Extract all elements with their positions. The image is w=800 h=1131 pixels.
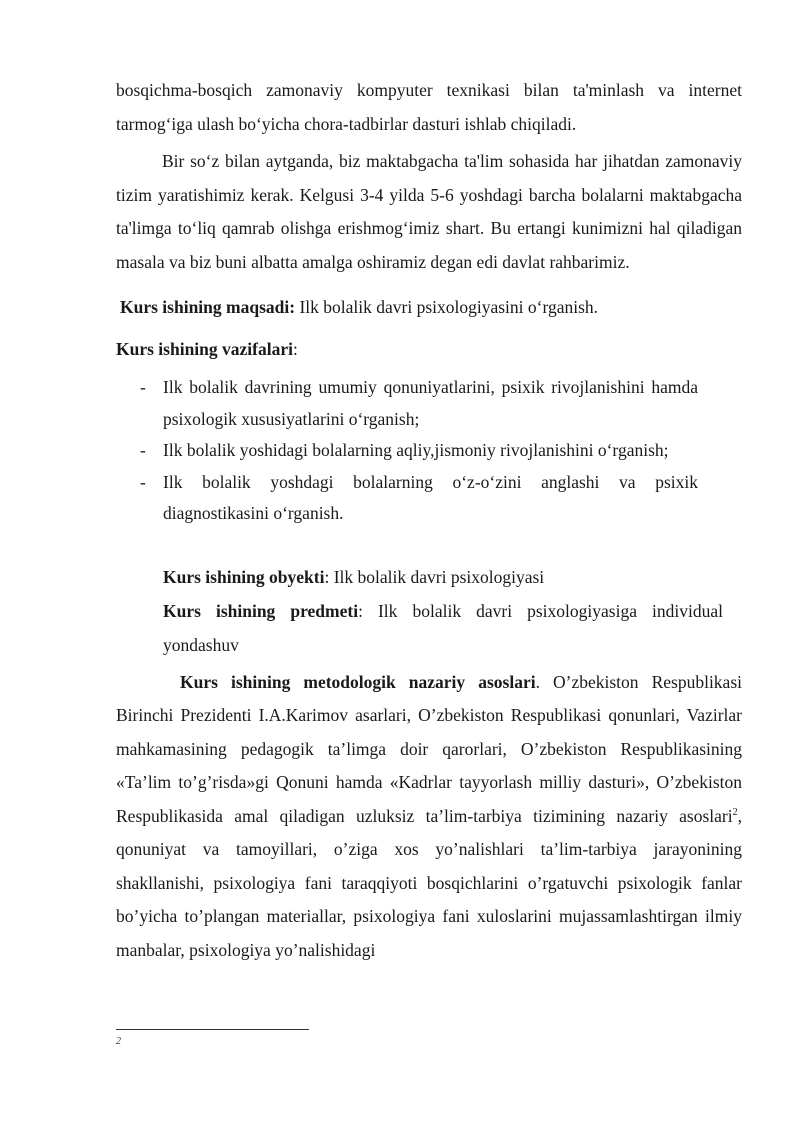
paragraph-continuation: bosqichma-bosqich zamonaviy kompyuter texnikasi bilan ta'minlash va internet tarmog‘iga ulash bo‘yicha chora-tadbirlar dasturi ishlab chiqiladi.: [116, 80, 742, 134]
course-subject-text: : Ilk bolalik davri psixologiyasiga individual yondashuv: [163, 600, 723, 655]
footnote-ref[interactable]: 2: [732, 806, 738, 818]
footnote-number: 2: [116, 1036, 121, 1047]
course-aim: [120, 291, 742, 325]
list-item: - Ilk bolalik yoshidagi bolalarning aqliy,jismoniy rivojlanishini o‘rganish;: [116, 435, 698, 467]
document-page: [116, 74, 742, 985]
object-subject-block: [163, 560, 723, 662]
course-object-text: : Ilk bolalik davri psixologiyasi: [324, 566, 545, 587]
course-subject: [163, 594, 723, 662]
course-subject-label: Kurs ishining predmeti: [163, 600, 359, 621]
paragraph-preschool-system: Bir so‘z bilan aytganda, biz maktabgacha ta'lim sohasida har jihatdan zamonaviy tizim yaratishimiz kerak. Kelgusi 3-4 yilda 5-6 yoshdagi barcha bolalarni maktabgacha ta'limga to‘liq qamrab olishga erishmog‘imiz shart. Bu ertangi kunimizni hal qiladigan masala va biz buni albatta amalga oshiramiz degan edi davlat rahbarimiz.: [116, 151, 742, 272]
footnote-separator: [116, 1029, 309, 1030]
course-aim-label: Kurs ishining maqsadi:: [120, 297, 296, 317]
course-object-label: Kurs ishining obyekti: [163, 566, 325, 587]
course-tasks-heading: Kurs ishining vazifalari:: [116, 338, 298, 359]
course-tasks-label: Kurs ishining vazifalari: [116, 338, 293, 359]
course-methodology: Kurs ishining metodologik nazariy asoslari. O’zbekiston Respublikasi Birinchi Prezidenti I.A.Karimov asarlari, O’zbekiston Respublikasi qonunlari, Vazirlar mahkamasining pedagogik ta’limga doir qarorlari, O’zbekiston Respublikasining «Ta’lim to’g’risda»gi Qonuni hamda «Kadrlar tayyorlash milliy dasturi», O’zbekiston Respublikasida amal qiladigan uzluksiz ta’lim-tarbiya tizimining nazariy asoslari$^2$, qonuniyat va tamoyillari, o’ziga xos yo’nalishlari ta’lim-tarbiya jarayonining shakllanishi, psixologiya fani taraqqiyoti bosqichlarini o’rgatuvchi psixologik fanlar bo’yicha to’plangan materiallar, psixologiya fani xuloslarini mujassamlashtirgan ilmiy manbalar, psixologiya yo’nalishidagi: [116, 671, 743, 960]
dash-bullet: -: [140, 440, 146, 460]
course-tasks-list: [116, 372, 698, 530]
list-item: - Ilk bolalik yoshdagi bolalarning o‘z-o‘zini anglashi va psixik diagnostikasini o‘rganish.: [116, 467, 698, 530]
course-aim-text: Ilk bolalik davri psixologiyasini o‘rganish.: [295, 297, 599, 317]
dash-bullet: -: [140, 471, 146, 492]
course-methodology-label: Kurs ishining metodologik nazariy asoslari: [180, 671, 536, 692]
list-item: - Ilk bolalik davrining umumiy qonuniyatlarini, psixik rivojlanishini hamda psixologik xususiyatlarini o‘rganish;: [116, 372, 698, 435]
dash-bullet: -: [140, 377, 146, 397]
course-object: [163, 560, 723, 594]
